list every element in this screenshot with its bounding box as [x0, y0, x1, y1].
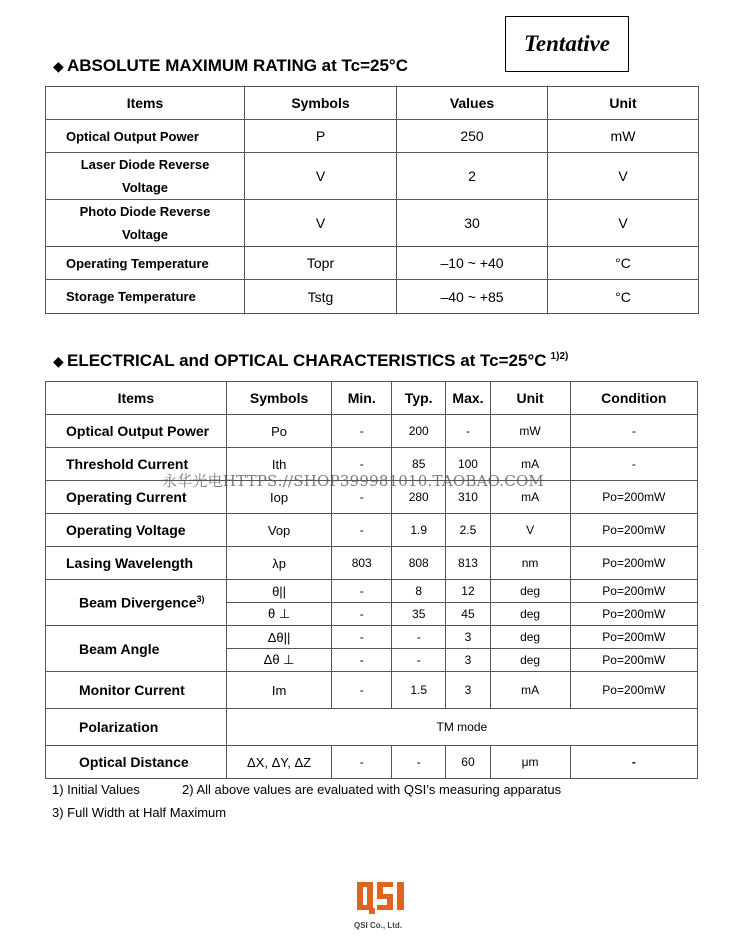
merged-value-cell: TM mode [226, 709, 697, 746]
item-cell: Polarization [46, 709, 227, 746]
min-cell: 803 [332, 547, 392, 580]
value-cell: 2 [397, 153, 548, 200]
table-row [46, 626, 698, 649]
max-cell: 813 [446, 547, 490, 580]
diamond-bullet-icon: ◆ [53, 58, 64, 74]
item-line: Laser Diode Reverse [80, 157, 210, 172]
condition-cell: Po=200mW [570, 580, 697, 603]
table-row [46, 153, 699, 200]
header-items: Items [46, 87, 245, 120]
min-cell: - [332, 626, 392, 649]
table-header-row [46, 382, 698, 415]
item-cell: Threshold Current [46, 448, 227, 481]
unit-cell: deg [490, 626, 570, 649]
header-symbols: Symbols [226, 382, 332, 415]
symbol-cell: ΔX, ΔY, ΔZ [226, 746, 332, 779]
min-cell: - [332, 415, 392, 448]
table-header-row [46, 87, 699, 120]
item-cell: Lasing Wavelength [46, 547, 227, 580]
condition-cell: Po=200mW [570, 514, 697, 547]
typ-cell: 35 [392, 603, 446, 626]
unit-cell: mA [490, 481, 570, 514]
max-cell: 2.5 [446, 514, 490, 547]
min-cell: - [332, 603, 392, 626]
item-cell [46, 580, 227, 626]
condition-cell: Po=200mW [570, 603, 697, 626]
item-line: Voltage [122, 227, 168, 242]
unit-cell: deg [490, 580, 570, 603]
table-row [46, 120, 699, 153]
symbol-cell: V [245, 200, 397, 247]
header-items: Items [46, 382, 227, 415]
unit-cell: mA [490, 448, 570, 481]
typ-cell: 808 [392, 547, 446, 580]
item-cell: Optical Output Power [46, 415, 227, 448]
unit-cell: V [490, 514, 570, 547]
section-title: ELECTRICAL and OPTICAL CHARACTERISTICS at Tc=25°C [67, 351, 547, 370]
footnote-1: 1) Initial Values [52, 782, 140, 797]
unit-cell: °C [548, 280, 699, 314]
header-condition: Condition [570, 382, 697, 415]
item-line: Photo Diode Reverse [79, 204, 211, 219]
typ-cell: 1.5 [392, 672, 446, 709]
condition-cell: Po=200mW [570, 547, 697, 580]
symbol-cell: Δθ ⊥ [226, 649, 332, 672]
value-cell: 250 [397, 120, 548, 153]
typ-cell: 200 [392, 415, 446, 448]
unit-cell: mW [490, 415, 570, 448]
max-cell: 3 [446, 649, 490, 672]
typ-cell: 280 [392, 481, 446, 514]
table-row [46, 415, 698, 448]
symbol-cell: Im [226, 672, 332, 709]
condition-cell: Po=200mW [570, 626, 697, 649]
condition-cell: Po=200mW [570, 649, 697, 672]
typ-cell: - [392, 746, 446, 779]
header-max: Max. [446, 382, 490, 415]
min-cell: - [332, 481, 392, 514]
symbol-cell: θ ⊥ [226, 603, 332, 626]
symbol-cell: Iop [226, 481, 332, 514]
absolute-max-rating-table [45, 86, 699, 314]
condition-cell: Po=200mW [570, 672, 697, 709]
condition-cell: Po=200mW [570, 481, 697, 514]
item-cell: Operating Temperature [46, 247, 245, 280]
max-cell: 3 [446, 626, 490, 649]
unit-cell: °C [548, 247, 699, 280]
item-cell: Storage Temperature [46, 280, 245, 314]
typ-cell: 8 [392, 580, 446, 603]
header-typ: Typ. [392, 382, 446, 415]
footnote-2: 2) All above values are evaluated with QSI’s measuring apparatus [182, 782, 562, 797]
diamond-bullet-icon: ◆ [53, 353, 64, 369]
min-cell: - [332, 672, 392, 709]
min-cell: - [332, 649, 392, 672]
table-row [46, 247, 699, 280]
table-row [46, 280, 699, 314]
symbol-cell: λp [226, 547, 332, 580]
typ-cell: - [392, 626, 446, 649]
max-cell: 60 [446, 746, 490, 779]
table-row [46, 746, 698, 779]
header-unit: Unit [490, 382, 570, 415]
table-row [46, 709, 698, 746]
company-name: QSI Co., Ltd. [354, 921, 402, 930]
value-cell: 30 [397, 200, 548, 247]
min-cell: - [332, 746, 392, 779]
footnote-3: 3) Full Width at Half Maximum [52, 805, 227, 820]
max-cell: 310 [446, 481, 490, 514]
table-row [46, 672, 698, 709]
unit-cell: nm [490, 547, 570, 580]
table-row [46, 580, 698, 603]
item-cell: Operating Current [46, 481, 227, 514]
footnote-ref: 3) [196, 594, 205, 605]
min-cell: - [332, 514, 392, 547]
electrical-optical-table [45, 381, 698, 779]
item-cell: Monitor Current [46, 672, 227, 709]
item-cell: Operating Voltage [46, 514, 227, 547]
condition-cell: - [570, 746, 697, 779]
max-cell: - [446, 415, 490, 448]
header-symbols: Symbols [245, 87, 397, 120]
watermark-text: 永华光电HTTPS://SHOP399981010.TAOBAO.COM [162, 472, 544, 490]
section-title: ABSOLUTE MAXIMUM RATING at Tc=25°C [67, 56, 408, 75]
unit-cell: mA [490, 672, 570, 709]
table-row [46, 547, 698, 580]
value-cell: –10 ~ +40 [397, 247, 548, 280]
table-row [46, 200, 699, 247]
section-heading-electrical-optical [53, 351, 568, 371]
section-heading-absolute-max [53, 56, 408, 76]
unit-cell: μm [490, 746, 570, 779]
condition-cell: - [570, 415, 697, 448]
value-cell: –40 ~ +85 [397, 280, 548, 314]
header-values: Values [397, 87, 548, 120]
max-cell: 12 [446, 580, 490, 603]
unit-cell: deg [490, 603, 570, 626]
unit-cell: deg [490, 649, 570, 672]
symbol-cell: Po [226, 415, 332, 448]
unit-cell: V [548, 200, 699, 247]
min-cell: - [332, 448, 392, 481]
item-cell [46, 153, 245, 200]
symbol-cell: Tstg [245, 280, 397, 314]
unit-cell: mW [548, 120, 699, 153]
symbol-cell: θ|| [226, 580, 332, 603]
symbol-cell: Δθ|| [226, 626, 332, 649]
symbol-cell: V [245, 153, 397, 200]
item-label: Beam Divergence [79, 594, 197, 611]
tentative-stamp: Tentative [505, 16, 629, 72]
max-cell: 45 [446, 603, 490, 626]
typ-cell: - [392, 649, 446, 672]
header-min: Min. [332, 382, 392, 415]
footnote-ref: 1)2) [550, 351, 569, 362]
unit-cell: V [548, 153, 699, 200]
min-cell: - [332, 580, 392, 603]
symbol-cell: Vop [226, 514, 332, 547]
max-cell: 3 [446, 672, 490, 709]
table-row [46, 514, 698, 547]
item-cell: Optical Distance [46, 746, 227, 779]
typ-cell: 1.9 [392, 514, 446, 547]
max-cell: 100 [446, 448, 490, 481]
symbol-cell: P [245, 120, 397, 153]
item-cell [46, 200, 245, 247]
item-cell: Beam Angle [46, 626, 227, 672]
condition-cell: - [570, 448, 697, 481]
item-line: Voltage [122, 180, 168, 195]
symbol-cell: Topr [245, 247, 397, 280]
item-cell: Optical Output Power [46, 120, 245, 153]
qsi-logo-icon [357, 880, 409, 916]
typ-cell: 85 [392, 448, 446, 481]
header-unit: Unit [548, 87, 699, 120]
symbol-cell: Ith [226, 448, 332, 481]
